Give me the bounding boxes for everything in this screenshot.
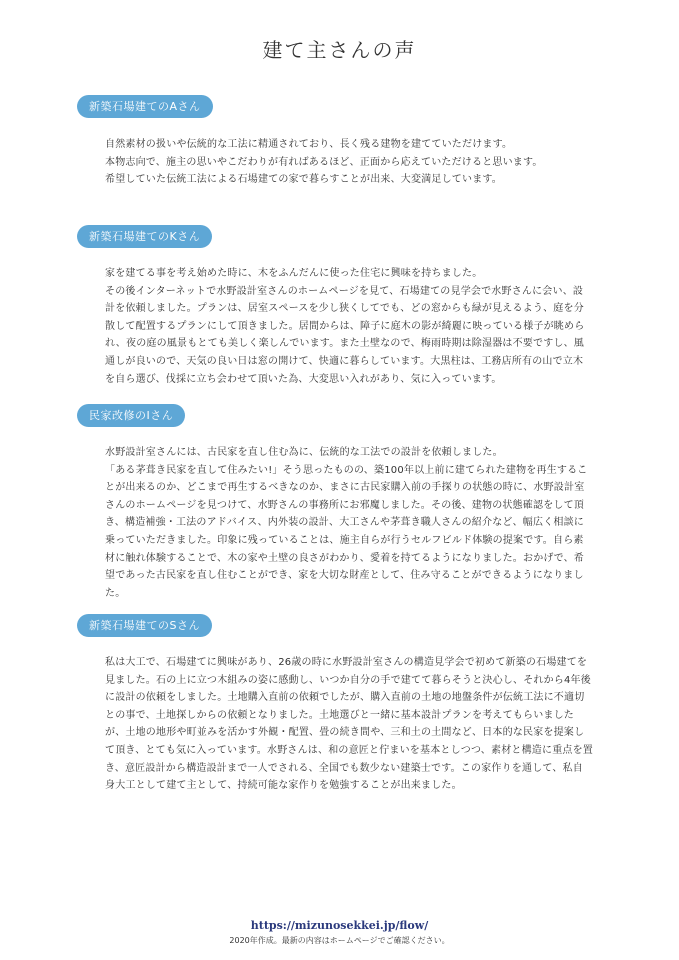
section-label-s: 新築石場建てのSさん <box>77 614 212 637</box>
testimonial-a <box>105 136 593 189</box>
testimonial-s <box>105 654 593 795</box>
testimonial-k <box>105 265 593 388</box>
footer-url-link[interactable]: https://mizunosekkei.jp/flow/ <box>250 919 429 932</box>
section-label-i: 民家改修のIさん <box>77 404 185 427</box>
testimonial-i-line-1: 水野設計室さんには、古民家を直し住む為に、伝統的な工法での設計を依頼しました。 <box>105 447 503 458</box>
footer-note: 2020年作成。最新の内容はホームページでご確認ください。 <box>229 936 450 945</box>
testimonial-a-line-3: 希望していた伝統工法による石場建ての家で暮らすことが出来、大変満足しています。 <box>105 174 502 186</box>
testimonial-i-body: 「ある茅葺き民家を直して住みたい!」そう思ったものの、築100年以上前に建てられた建物を再生することが出来るのか、どこまで再生するべきなのか、まさに古民家購入前の手探りの状態の時に、水野設計室さんのホームページを見つけて、水野さんの事務所にお邪魔しました。その後、建物の状態確認をして頂き、構造補強・工法のアドバイス、内外装の設計、大工さんや茅葺き職人さんの紹介など、幅広く相談に乗っていただきました。印象に残っていることは、施主自らが行うセルフビルド体験の提案です。自ら素材に触れ体験することで、木の家や土壁の良さがわかり、愛着を持てるようになりました。おかげで、希望であった古民家を直し住むことができ、家を大切な財産として、住み守ることができるようになりました。 <box>105 464 588 599</box>
testimonial-k-body: その後インターネットで水野設計室さんのホームページを見て、石場建ての見学会で水野さんに会い、設計を依頼しました。プランは、居室スペースを少し狭くしてでも、どの窓からも緑が見えるよう、庭を分散して配置するプランにして頂きました。居間からは、障子に庭木の影が綺麗に映っている様子が眺められ、夜の庭の風景もとても美しく楽しんでいます。また土壁なので、梅雨時期は除湿器は不要ですし、風通しが良いので、天気の良い日は窓の開けて、快適に暮らしています。大黒柱は、工務店所有の山で立木を自ら選び、伐採に立ち会わせて頂いた為、大変思い入れがあり、気に入っています。 <box>105 285 585 385</box>
section-label-a: 新築石場建てのAさん <box>77 95 213 118</box>
testimonial-a-line-2: 本物志向で、施主の思いやこだわりが有ればあるほど、正面から応えていただけると思います。 <box>105 156 543 168</box>
testimonial-k-line-1: 家を建てる事を考え始めた時に、木をふんだんに使った住宅に興味を持ちました。 <box>105 268 483 279</box>
page-title: 建て主さんの声 <box>262 38 417 62</box>
section-label-k: 新築石場建てのKさん <box>77 225 212 248</box>
testimonial-a-line-1: 自然素材の扱いや伝統的な工法に精通されており、長く残る建物を建てていただけます。 <box>105 139 513 150</box>
testimonial-s-body: 私は大工で、石場建てに興味があり、26歳の時に水野設計室さんの構造見学会で初めて新築の石場建てを見ました。石の上に立つ木組みの姿に感動し、いつか自分の手で建てて暮らそうと決心し、それから4年後に設計の依頼をしました。土地購入直前の依頼でしたが、購入直前の土地の地盤条件が伝統工法に不適切との事で、土地探しからの依頼となりました。土地選びと一緒に基本設計プランを考えてもらいましたが、土地の地形や町並みを活かす外観・配置、畳の続き間や、三和土の土間など、日本的な民家を提案して頂き、とても気に入っています。水野さんは、和の意匠と佇まいを基本としつつ、素材と構造に重点を置き、意匠設計から構造設計まで一人でされる、全国でも数少ない建築士です。この家作りを通して、私自身大工として建て主として、持続可能な家作りを勉強することが出来ました。 <box>105 657 593 792</box>
testimonial-i <box>105 444 593 602</box>
